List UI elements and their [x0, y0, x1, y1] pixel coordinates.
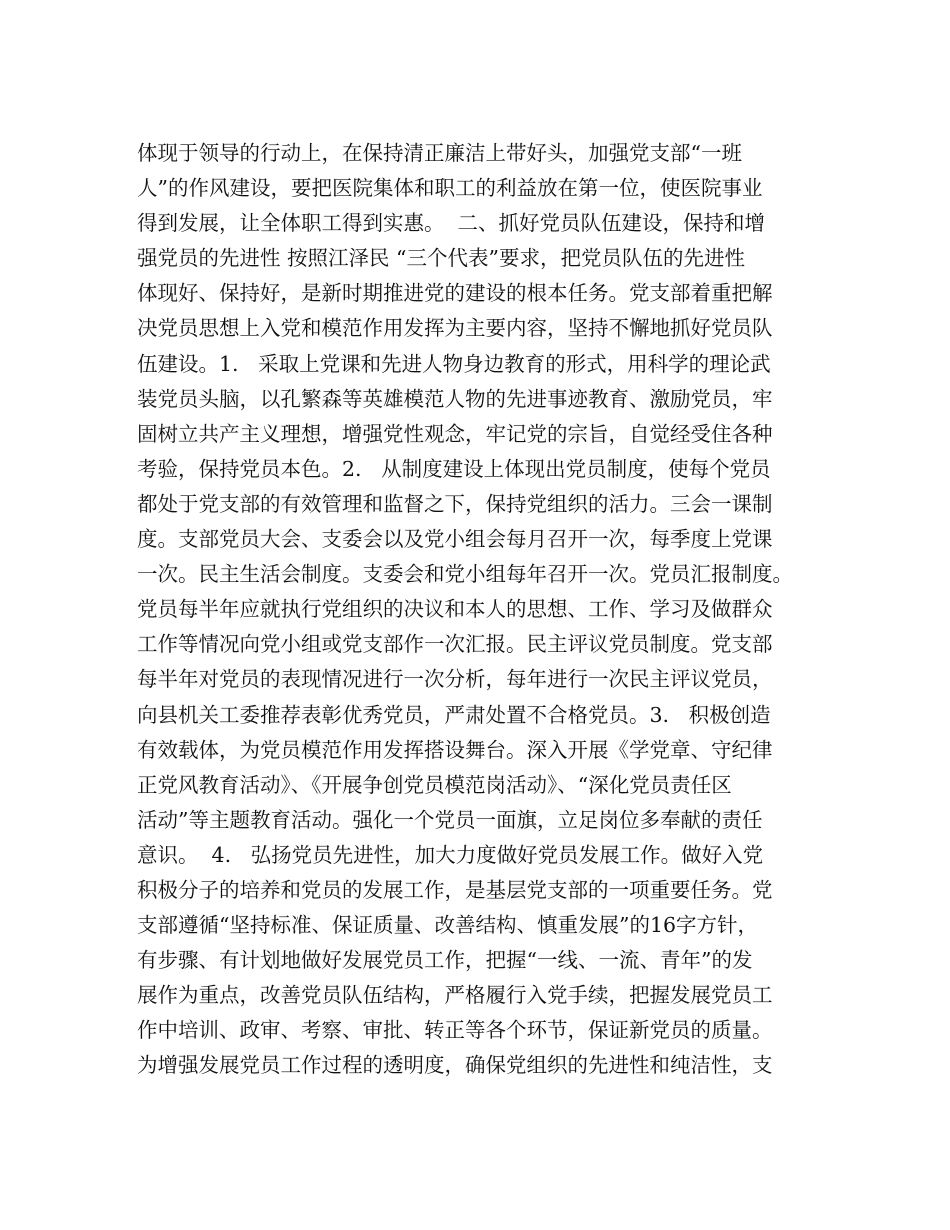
text-line: 意识。 4. 弘扬党员先进性，加大力度做好党员发展工作。做好入党 [137, 842, 764, 867]
text-line: 向县机关工委推荐表彰优秀党员，严肃处置不合格党员。3. 积极创造 [137, 702, 771, 727]
body-text [137, 136, 837, 1084]
text-line: 一次。民主生活会制度。支委会和党小组每年召开一次。党员汇报制度。 [137, 562, 793, 587]
text-line: 都处于党支部的有效管理和监督之下，保持党组织的活力。三会一课制 [137, 491, 773, 516]
text-line: 得到发展，让全体职工得到实惠。 二、抓好党员队伍建设，保持和增 [137, 211, 766, 236]
text-line: 每半年对党员的表现情况进行一次分析，每年进行一次民主评议党员， [137, 667, 773, 692]
text-line: 党员每半年应就执行党组织的决议和本人的思想、工作、学习及做群众 [137, 597, 773, 622]
text-line: 体现于领导的行动上，在保持清正廉洁上带好头，加强党支部“一班 [137, 141, 742, 165]
text-line: 作中培训、政审、考察、审批、转正等各个环节，保证新党员的质量。 [137, 1018, 773, 1043]
text-line: 有效载体，为党员模范作用发挥搭设舞台。深入开展《学党章、守纪律 [137, 737, 773, 762]
text-line: 展作为重点，改善党员队伍结构，严格履行入党手续，把握发展党员工 [137, 983, 773, 1008]
text-line: 伍建设。1. 采取上党课和先进人物身边教育的形式，用科学的理论武 [137, 351, 771, 376]
text-line: 体现好、保持好，是新时期推进党的建设的根本任务。党支部着重把解 [137, 281, 773, 306]
text-line: 人”的作风建设，要把医院集体和职工的利益放在第一位，使医院事业 [137, 176, 763, 201]
text-line: 积极分子的培养和党员的发展工作，是基层党支部的一项重要任务。党 [137, 877, 773, 902]
text-line: 正党风教育活动》、《开展争创党员模范岗活动》、“深化党员责任区 [137, 772, 732, 797]
text-line: 固树立共产主义理想，增强党性观念，牢记党的宗旨，自觉经受住各种 [137, 421, 773, 446]
text-line: 支部遵循“坚持标准、保证质量、改善结构、慎重发展”的16字方针， [137, 913, 759, 938]
text-line: 决党员思想上入党和模范作用发挥为主要内容，坚持不懈地抓好党员队 [137, 316, 773, 341]
text-line: 活动”等主题教育活动。强化一个党员一面旗，立足岗位多奉献的责任 [137, 807, 763, 832]
text-line: 强党员的先进性 按照江泽民 “三个代表”要求，把党员队伍的先进性 [137, 246, 745, 271]
text-line: 工作等情况向党小组或党支部作一次汇报。民主评议党员制度。党支部 [137, 632, 773, 657]
text-line: 有步骤、有计划地做好发展党员工作，把握“一线、一流、青年”的发 [137, 948, 753, 973]
text-line: 度。支部党员大会、支委会以及党小组会每月召开一次，每季度上党课 [137, 527, 773, 552]
text-line: 考验，保持党员本色。2. 从制度建设上体现出党员制度，使每个党员 [137, 456, 771, 481]
text-line: 为增强发展党员工作过程的透明度，确保党组织的先进性和纯洁性，支 [137, 1053, 773, 1078]
text-line: 装党员头脑，以孔繁森等英雄模范人物的先进事迹教育、激励党员，牢 [137, 386, 773, 411]
